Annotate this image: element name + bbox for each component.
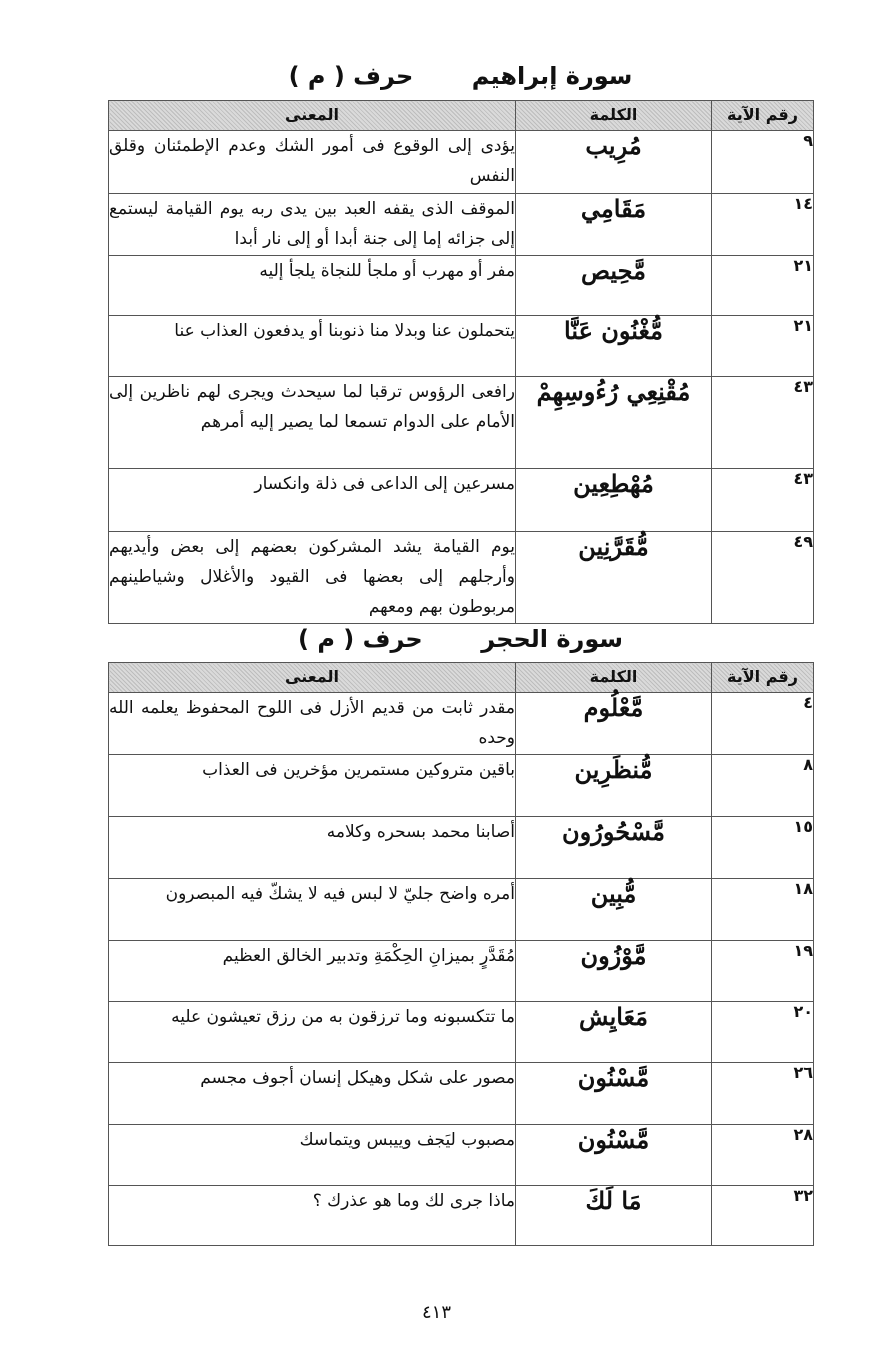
word: مُّبِين: [516, 879, 712, 941]
verse-number: ١٥: [712, 817, 814, 879]
glossary-table: [108, 100, 814, 624]
word: مُّغْنُون عَنَّا: [516, 316, 712, 377]
meaning: يتحملون عنا وبدلا منا ذنوبنا أو يدفعون العذاب عنا: [109, 316, 516, 377]
verse-number: ٢٦: [712, 1063, 814, 1125]
verse-number: ٤: [712, 693, 814, 755]
section-title: سورة الحجر حرف ( م ): [298, 625, 623, 653]
table-row: [109, 316, 814, 377]
meaning: أمره واضح جليّ لا لبس فيه لا يشكّ فيه المبصرون: [109, 879, 516, 941]
meaning: مقدر ثابت من قديم الأزل فى اللوح المحفوظ يعلمه الله وحده: [109, 693, 516, 755]
word: مَّسْنُون: [516, 1063, 712, 1125]
verse-number: ٤٩: [712, 532, 814, 624]
verse-number: ٢٠: [712, 1002, 814, 1063]
verse-number: ٩: [712, 131, 814, 194]
table-row: [109, 1125, 814, 1186]
table-header-row: [109, 663, 814, 693]
header-verse: رقم الآية: [712, 101, 814, 131]
table-row: [109, 941, 814, 1002]
section-title: سورة إبراهيم حرف ( م ): [288, 62, 633, 90]
word: مُرِيب: [516, 131, 712, 194]
verse-number: ٢٨: [712, 1125, 814, 1186]
table-row: [109, 194, 814, 256]
header-verse: رقم الآية: [712, 663, 814, 693]
word: مُّنظَرِين: [516, 755, 712, 817]
meaning: مفر أو مهرب أو ملجأ للنجاة يلجأ إليه: [109, 256, 516, 316]
verse-number: ١٤: [712, 194, 814, 256]
verse-number: ٤٣: [712, 377, 814, 469]
meaning: مصبوب ليَجف وييبس ويتماسك: [109, 1125, 516, 1186]
word: مُهْطِعِين: [516, 469, 712, 532]
table-row: [109, 879, 814, 941]
header-word: الكلمة: [516, 101, 712, 131]
word: مَّحِيص: [516, 256, 712, 316]
header-meaning: المعنى: [109, 101, 516, 131]
verse-number: ٨: [712, 755, 814, 817]
word: مَا لَكَ: [516, 1186, 712, 1246]
verse-number: ١٨: [712, 879, 814, 941]
table-row: [109, 532, 814, 624]
verse-number: ٣٢: [712, 1186, 814, 1246]
meaning: مُقَدَّرٍ بميزانِ الحِكْمَةِ وتدبير الخالق العظيم: [109, 941, 516, 1002]
word: مَعَايِش: [516, 1002, 712, 1063]
verse-number: ١٩: [712, 941, 814, 1002]
table-header-row: [109, 101, 814, 131]
verse-number: ٤٣: [712, 469, 814, 532]
meaning: أصابنا محمد بسحره وكلامه: [109, 817, 516, 879]
meaning: ما تتكسبونه وما ترزقون به من رزق تعيشون عليه: [109, 1002, 516, 1063]
page-number: ٤١٣: [421, 1302, 451, 1323]
table-row: [109, 693, 814, 755]
word: مَّسْنُون: [516, 1125, 712, 1186]
table-row: [109, 755, 814, 817]
word: مَّوْزُون: [516, 941, 712, 1002]
header-word: الكلمة: [516, 663, 712, 693]
word: مُقْنِعِي رُءُوسِهِمْ: [516, 377, 712, 469]
table-row: [109, 1186, 814, 1246]
table-row: [109, 377, 814, 469]
table-row: [109, 817, 814, 879]
meaning: يوم القيامة يشد المشركون بعضهم إلى بعض وأيديهم وأرجلهم إلى بعضها فى القيود والأغلال وشياطينهم مربوطون بهم ومعهم: [109, 532, 516, 624]
word: مَّعْلُوم: [516, 693, 712, 755]
table-row: [109, 131, 814, 194]
glossary-table: [108, 662, 814, 1246]
verse-number: ٢١: [712, 256, 814, 316]
table-row: [109, 1063, 814, 1125]
meaning: باقين متروكين مستمرين مؤخرين فى العذاب: [109, 755, 516, 817]
meaning: مسرعين إلى الداعى فى ذلة وانكسار: [109, 469, 516, 532]
table-row: [109, 469, 814, 532]
meaning: رافعى الرؤوس ترقبا لما سيحدث ويجرى لهم ناظرين إلى الأمام على الدوام تسمعا لما يصير إليه أمرهم: [109, 377, 516, 469]
meaning: الموقف الذى يقفه العبد بين يدى ربه يوم القيامة ليستمع إلى جزائه إما إلى جنة أبدا أو إلى نار أبدا: [109, 194, 516, 256]
word: مَقَامِي: [516, 194, 712, 256]
meaning: مصور على شكل وهيكل إنسان أجوف مجسم: [109, 1063, 516, 1125]
word: مُّقَرَّنِين: [516, 532, 712, 624]
meaning: يؤدى إلى الوقوع فى أمور الشك وعدم الإطمئنان وقلق النفس: [109, 131, 516, 194]
header-meaning: المعنى: [109, 663, 516, 693]
word: مَّسْحُورُون: [516, 817, 712, 879]
table-row: [109, 1002, 814, 1063]
verse-number: ٢١: [712, 316, 814, 377]
table-row: [109, 256, 814, 316]
meaning: ماذا جرى لك وما هو عذرك ؟: [109, 1186, 516, 1246]
